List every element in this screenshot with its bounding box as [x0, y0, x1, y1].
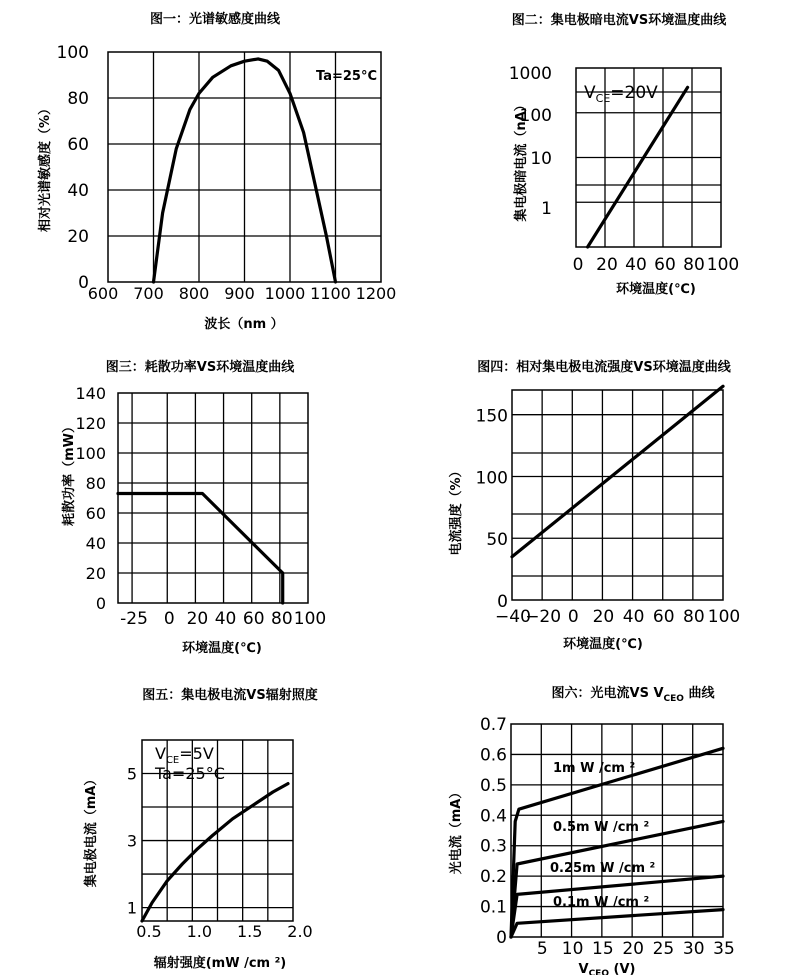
chart-2-dark-current — [509, 12, 739, 297]
chart-3-series-line — [118, 494, 283, 604]
y-tick-label: 40 — [85, 534, 106, 553]
x-tick-label: 30 — [682, 939, 705, 959]
x-tick-label: 600 — [87, 284, 119, 303]
chart-6-series-label: 0.1m W /cm ² — [553, 895, 650, 910]
chart-6-y-label: 光电流（mA） — [449, 785, 464, 875]
chart-1-x-ticks — [88, 284, 397, 303]
chart-4-title: 图四：相对集电极电流强度VS环境温度曲线 — [477, 360, 731, 375]
y-tick-label: 1000 — [508, 64, 552, 84]
y-tick-label: 10 — [530, 149, 552, 169]
chart-1-title: 图一：光谱敏感度曲线 — [149, 12, 281, 27]
chart-5-x-label: 辐射强度(mW /cm ²) — [153, 956, 287, 971]
chart-4-x-label: 环境温度(℃) — [563, 637, 643, 652]
chart-6-series-label: 1m W /cm ² — [553, 761, 636, 776]
x-tick-label: 800 — [178, 284, 210, 303]
chart-2-x-label: 环境温度(℃) — [616, 282, 696, 297]
x-tick-label: 40 — [214, 609, 237, 629]
y-tick-label: 20 — [85, 564, 106, 583]
x-tick-label: 40 — [622, 607, 645, 627]
chart-5-y-label: 集电极电流（mA） — [84, 772, 99, 888]
chart-5-current-vs-irradiance — [83, 687, 318, 971]
chart-6-series-label: 0.5m W /cm ² — [553, 820, 650, 835]
x-tick-label: 0.5 — [136, 922, 162, 941]
x-tick-label: −40 — [495, 607, 531, 627]
x-tick-label: 100 — [293, 609, 327, 629]
chart-5-title: 图五：集电极电流VS辐射照度 — [142, 688, 318, 703]
chart-2-title: 图二：集电极暗电流VS环境温度曲线 — [511, 13, 727, 28]
x-tick-label: 900 — [224, 284, 255, 303]
x-tick-label: -25 — [120, 609, 148, 629]
x-tick-label: 40 — [625, 255, 647, 275]
chart-3-power-dissipation — [61, 359, 326, 656]
chart-6-title: 图六：光电流VS $V_{CEO}$ 曲线 — [551, 686, 715, 704]
y-tick-label: 100 — [56, 43, 89, 63]
y-tick-label: 140 — [75, 384, 106, 403]
x-tick-label: 1200 — [355, 284, 397, 303]
y-tick-label: 1 — [126, 898, 137, 918]
y-tick-label: 100 — [475, 468, 508, 489]
y-tick-label: 3 — [126, 831, 137, 851]
chart-2-vce-note: $V_{CE}=20V$ — [584, 83, 658, 105]
chart-3-title: 图三：耗散功率VS环境温度曲线 — [105, 360, 295, 375]
y-tick-label: 40 — [67, 181, 89, 201]
x-tick-label: 0 — [163, 609, 175, 629]
chart-6-y-ticks — [480, 715, 507, 948]
chart-1-y-ticks — [57, 43, 89, 293]
y-tick-label: 60 — [67, 135, 89, 155]
y-tick-label: 120 — [75, 414, 106, 433]
chart-6-series-line-0.1mw — [511, 910, 723, 937]
chart-6-photocurrent-vs-vceo — [448, 685, 735, 975]
x-tick-label: 80 — [683, 607, 705, 627]
chart-6-x-label: $V_{CEO}$ (V) — [578, 962, 636, 975]
x-tick-label: 25 — [652, 939, 675, 959]
chart-3-x-label: 环境温度(℃) — [182, 641, 262, 656]
x-tick-label: 1000 — [264, 284, 306, 303]
chart-4-y-label: 电流强度（%） — [449, 464, 464, 556]
y-tick-label: 0.1 — [479, 897, 507, 918]
chart-4-x-ticks — [495, 607, 740, 627]
x-tick-label: 20 — [596, 255, 618, 275]
x-tick-label: 60 — [242, 609, 265, 629]
chart-3-y-label: 耗散功率（mW） — [62, 420, 77, 526]
y-tick-label: 150 — [475, 406, 508, 427]
x-tick-label: 1.5 — [236, 922, 263, 941]
x-tick-label: 20 — [186, 609, 209, 629]
y-tick-label: 80 — [67, 89, 89, 109]
x-tick-label: −20 — [525, 607, 562, 627]
y-tick-label: 80 — [85, 474, 106, 493]
chart-4-y-ticks — [476, 407, 508, 612]
y-tick-label: 0 — [497, 592, 508, 612]
y-tick-label: 100 — [75, 444, 106, 463]
x-tick-label: 20 — [622, 939, 644, 959]
x-tick-label: 1.0 — [186, 922, 213, 941]
y-tick-label: 20 — [67, 227, 89, 247]
x-tick-label: 1100 — [310, 284, 351, 303]
y-tick-label: 0.2 — [479, 867, 507, 888]
x-tick-label: 20 — [592, 607, 615, 627]
chart-5-series-line — [142, 784, 288, 921]
chart-1-temperature-note: Ta=25°C — [316, 69, 377, 84]
y-tick-label: 100 — [519, 106, 552, 126]
chart-4-frame — [512, 390, 723, 600]
y-tick-label: 0 — [78, 273, 89, 293]
chart-3-x-ticks — [120, 609, 326, 629]
x-tick-label: 60 — [652, 607, 675, 627]
y-tick-label: 0 — [496, 928, 507, 948]
y-tick-label: 0.6 — [479, 745, 507, 766]
y-tick-label: 50 — [486, 530, 508, 551]
chart-5-vce-note: $V_{CE}=5V$ — [155, 744, 214, 766]
chart-6-x-ticks — [537, 939, 735, 959]
y-tick-label: 0.4 — [479, 806, 507, 827]
chart-1-x-label: 波长（nm ） — [204, 317, 284, 332]
chart-5-y-ticks — [127, 765, 137, 918]
y-tick-label: 5 — [126, 764, 137, 784]
chart-6-series-label: 0.25m W /cm ² — [550, 861, 656, 876]
chart-3-y-ticks — [75, 384, 106, 613]
x-tick-label: 15 — [592, 939, 614, 959]
x-tick-label: 5 — [536, 939, 548, 959]
y-tick-label: 60 — [85, 504, 106, 523]
x-tick-label: 2.0 — [287, 922, 313, 941]
y-tick-label: 1 — [541, 199, 552, 219]
x-tick-label: 700 — [133, 284, 164, 303]
x-tick-label: 0 — [572, 255, 584, 275]
chart-1-spectral-sensitivity — [37, 11, 396, 332]
chart-4-series-line — [512, 386, 723, 557]
chart-5-temperature-note: Ta=25°C — [155, 764, 225, 783]
chart-1-grid — [108, 52, 381, 282]
y-tick-label: 0.7 — [479, 715, 507, 735]
y-tick-label: 0.5 — [479, 775, 507, 796]
y-tick-label: 0 — [95, 594, 106, 613]
chart-4-relative-current — [448, 359, 740, 652]
x-tick-label: 80 — [271, 609, 293, 629]
x-tick-label: 35 — [713, 939, 735, 959]
chart-2-series-line — [588, 87, 688, 247]
x-tick-label: 10 — [561, 939, 584, 959]
x-tick-label: 100 — [707, 607, 741, 627]
chart-4-grid — [512, 390, 723, 600]
x-tick-label: 100 — [706, 255, 740, 275]
chart-2-y-label: 集电极暗电流（nA） — [514, 98, 529, 222]
chart-1-y-label: 相对光谱敏感度（%） — [38, 101, 53, 233]
x-tick-label: 60 — [654, 255, 676, 275]
chart-2-x-ticks — [573, 255, 740, 275]
x-tick-label: 80 — [683, 255, 705, 275]
x-tick-label: 0 — [567, 607, 579, 627]
y-tick-label: 0.3 — [479, 836, 507, 857]
chart-5-x-ticks — [136, 922, 312, 941]
